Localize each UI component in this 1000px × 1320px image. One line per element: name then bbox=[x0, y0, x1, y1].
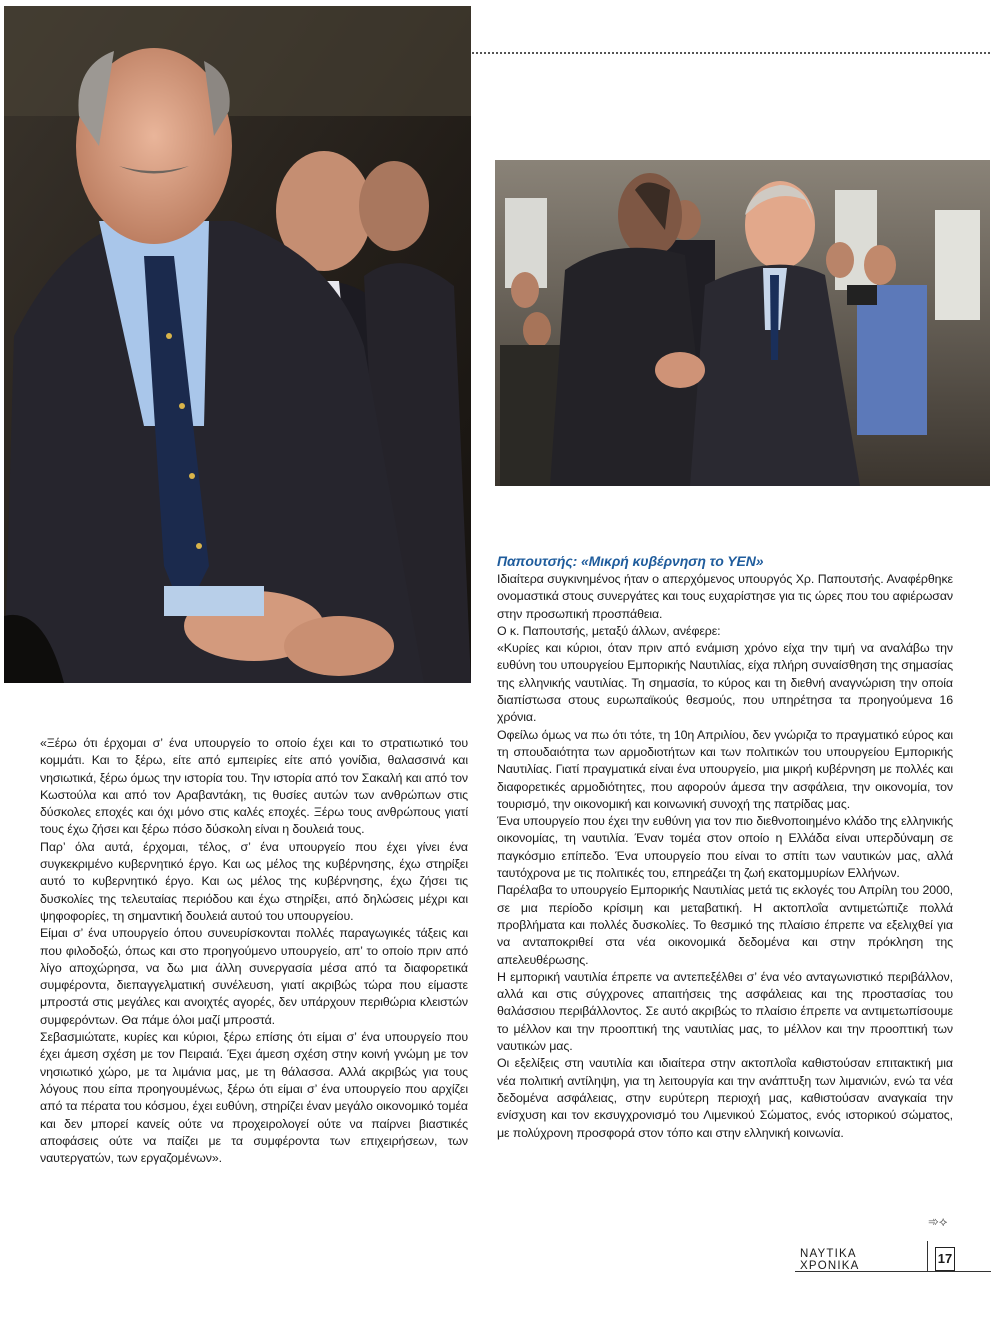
left-paragraph: «Ξέρω ότι έρχομαι σ’ ένα υπουργείο το οποίο έχει και το στρατιωτικό του κομμάτι. Και το ξέρω, είτε από εμπειρίες είτε από γονίδια, θαλασσινά και νησιωτικά, ξέρω όμως την ιστορία του. Την ιστορία από τον Σακαλή και από τον Κωστούλα και από τον Αραβαντάκη, τις θυσίες αυτών των ανθρώπων στις δύσκολες εποχές και όχι μόνο στις καλές εποχές. Ξέρω τους ανθρώπους γιατί τους έχω ζήσει και ξέρω πόσο δύσκολη είναι η δουλειά τους. bbox=[40, 736, 468, 837]
left-column bbox=[40, 735, 468, 1167]
article-headline: Παπουτσής: «Μικρή κυβέρνηση το ΥΕΝ» bbox=[497, 553, 764, 569]
right-paragraph: Η εμπορική ναυτιλία έπρεπε να αντεπεξέλθει σ’ ένα νέο ανταγωνιστικό περιβάλλον, αλλά και στις σύγχρονες απαιτήσεις της ασφάλειας και της προστασίας του θαλάσσιου περιβάλλοντος. Σε αυτό ακριβώς το πλαίσιο έπρεπε να αντιμετωπίσουμε το μέλλον και την προοπτική της ναυτιλίας μας, το μέλλον και την προοπτική των ναυτικών μας. bbox=[497, 969, 953, 1054]
right-paragraph: Οι εξελίξεις στη ναυτιλία και ιδιαίτερα στην ακτοπλοΐα καθιστούσαν επιτακτική μια νέα πολιτική αντίληψη, για τη λειτουργία και την ανάπτυξη των λιμανιών, ενώ τα νέα δεδομένα ασφάλειας, στην ευρύτερη περιοχή μας, καθιστούσαν αναγκαία την ενίσχυση και τον εκσυγχρονισμό του Λιμενικού Σώματος, ενός ιστορικού σώματος, με πολύχρονη προσφορά στον τόπο και στην ελληνική κοινωνία. bbox=[497, 1056, 953, 1140]
magazine-name: ΝΑΥΤΙΚΑ ΧΡΟΝΙΚΑ bbox=[800, 1248, 860, 1272]
left-paragraph: Παρ’ όλα αυτά, έρχομαι, τέλος, σ’ ένα υπουργείο που έχει γίνει ένα συγκεκριμένο κυβερνητικό έργο. Και ως μέλος της κυβέρνησης, έχω στηρίξει αυτό το κυβερνητικό έργο. Και ως μέλος της κυβέρνησης, έχω ζήσει τις δυσκολίες της τελευταίας περιόδου και έχω στηρίξει, από δηλώσεις μέχρι και ψηφοφορίες, τη σημαντική δουλειά αυτού του υπουργείου. bbox=[40, 839, 468, 923]
right-paragraph: «Κυρίες και κύριοι, όταν πριν από ενάμιση χρόνο είχα την τιμή να αναλάβω την ευθύνη του υπουργείου Εμπορικής Ναυτιλίας, είχα πλήρη συναίσθηση της σημασίας της ελληνικής ναυτιλίας. Τη σημασία, το κύρος και τη διεθνή αναγνώριση την οποία διαπίστωσα στους ευρωπαϊκούς θεσμούς, που υπηρέτησα τα προηγούμενα 16 χρόνια. bbox=[497, 641, 953, 725]
right-paragraph: Ο κ. Παπουτσής, μεταξύ άλλων, ανέφερε: bbox=[497, 623, 721, 638]
photo-seated-minister bbox=[4, 6, 471, 683]
right-paragraph: Παρέλαβα το υπουργείο Εμπορικής Ναυτιλίας μετά τις εκλογές του Απρίλη του 2000, σε μια περίοδο κρίσιμη και μεταβατική. Η ακτοπλοΐα αντιμετώπιζε πολλά προβλήματα και πολλές δυσκολίες. Το θεσμικό της πλαίσιο έπρεπε να εξελιχθεί για να ανταποκριθεί στα νέα οικονομικά δεδομένα και στην πρόκληση της απελευθέρωσης. bbox=[497, 883, 953, 967]
right-paragraph: Ιδιαίτερα συγκινημένος ήταν ο απερχόμενος υπουργός Χρ. Παπουτσής. Αναφέρθηκε ονομαστικά στους συνεργάτες και τους ευχαρίστησε για τις ώρες που του αφιέρωσαν στην προσωπική προσπάθεια. bbox=[497, 572, 953, 621]
footer-divider bbox=[927, 1241, 928, 1271]
left-paragraph: Σεβασμιώτατε, κυρίες και κύριοι, ξέρω επίσης ότι είμαι σ’ ένα υπουργείο που έχει άμεση σχέση με τον Πειραιά. Έχει άμεση σχέση στην κοινή γνώμη με τον νησιωτικό χώρο, με τα λιμάνια μας, με τη θάλασσα. Αλλά ακριβώς για τους λόγους που είπα προηγουμένως, ξέρω ότι είμαι σ’ ένα υπουργείο που αρχίζει από τα πέρατα του κόσμου, έχει ευθύνη, στηρίζει έναν μεγάλο οικονομικό τομέα και δεν μπορεί κανείς ούτε να προχειρολογεί ούτε να παίρνει βιαστικές αποφάσεις ούτε να παίζει με τα συμφέροντα των επιχειρήσεων, των ναυτεργατών, των εργαζομένων». bbox=[40, 1030, 468, 1166]
right-column bbox=[497, 552, 953, 1142]
left-paragraph: Είμαι σ’ ένα υπουργείο όπου συνευρίσκονται πολλές παραγωγικές τάξεις και που φιλοδοξώ, όπως και στο προηγούμενο υπουργείο, απ’ το οποίο πριν από λίγο αποχώρησα, να δω μια άλλη συνεργασία μέσα από τα διαφορετικά συμφέροντα, διεπαγγελματική συνέλευση, γιατί ακριβώς τώρα που είμαστε μπροστά στις μεγάλες και ανοιχτές αγορές, δεν υπάρχουν περιθώρια κλειστών συμφερόντων. Θα πάμε όλοι μαζί μπροστά. bbox=[40, 926, 468, 1027]
right-paragraph: Οφείλω όμως να πω ότι τότε, τη 10η Απριλίου, δεν γνώριζα το πραγματικό εύρος και τη σπουδαιότητα των αρμοδιοτήτων και των πολιτικών του υπουργείου Εμπορικής Ναυτιλίας. Γιατί πραγματικά είναι ένα υπουργείο, μια μικρή κυβέρνηση με πολλές και διαφορετικές αρμοδιότητες, που αφορούν άμεσα την ασφάλεια, την οικονομία, τον τουρισμό, την οικονομική και κοινωνική συνοχή της πατρίδας μας. bbox=[497, 727, 953, 811]
end-of-article-icon: ➾⟡ bbox=[928, 1214, 948, 1229]
dotted-rule bbox=[472, 52, 990, 54]
photo-embrace bbox=[495, 160, 990, 486]
page-number: 17 bbox=[935, 1247, 955, 1271]
right-paragraph: Ένα υπουργείο που έχει την ευθύνη για τον πιο διεθνοποιημένο κλάδο της ελληνικής οικονομίας, τη ναυτιλία. Έναν τομέα στον οποίο η Ελλάδα είναι υπερδύναμη σε παγκόσμιο επίπεδο. Ένα υπουργείο που είναι το σπίτι των ναυτικών μας, αλλά ταυτόχρονα με τις πολιτικές του, επηρεάζει τη ζωή εκατομμυρίων Ελλήνων. bbox=[497, 814, 953, 881]
footer-rule bbox=[795, 1271, 991, 1272]
page-footer bbox=[800, 1246, 920, 1272]
